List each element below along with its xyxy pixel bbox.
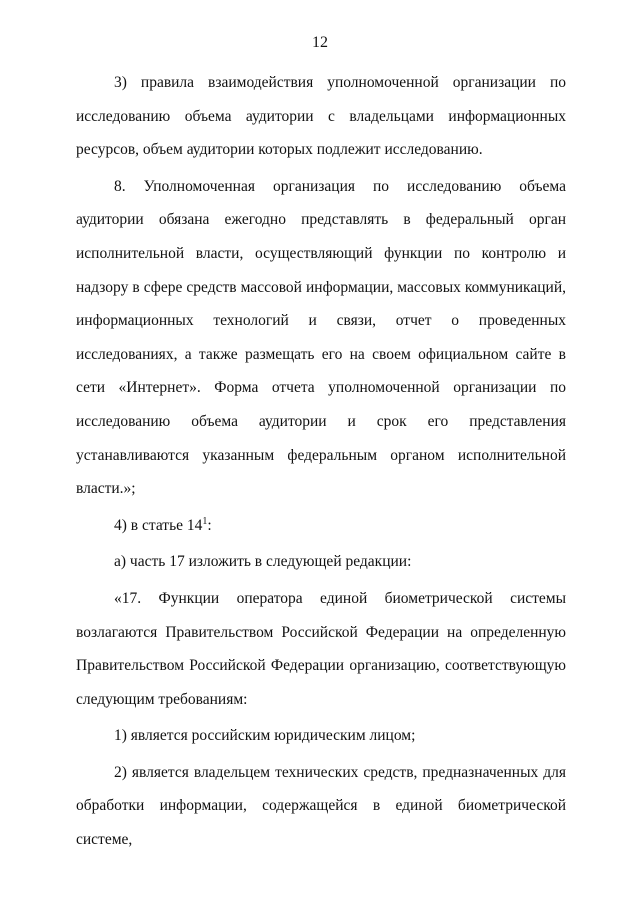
- article-line-suffix: :: [207, 516, 212, 534]
- paragraph-item-3-rules: 3) правила взаимодействия уполномоченной организации по исследованию объема аудитории с владельцами информационных ресурсов, объем аудитории которых подлежит исследованию.: [76, 74, 566, 159]
- article-line-superscript: 1: [202, 515, 208, 527]
- paragraph-article-14-1: [76, 509, 566, 543]
- paragraph-requirement-2: 2) является владельцем технических средств, предназначенных для обработки информации, содержащейся в единой биометрической системе,: [76, 763, 566, 849]
- paragraph-section-8: 8. Уполномоченная организация по исследованию объема аудитории обязана ежегодно представлять в федеральный орган исполнительной власти, осуществляющий функции по контролю и надзору в сфере средств массовой информации, массовых коммуникаций, информационных технологий и связи, отчет о проведенных исследованиях, а также размещать его на своем официальном сайте в сети «Интернет». Форма отчета уполномоченной организации по исследованию объема аудитории и срок его представления устанавливаются указанным федеральным органом исполнительной власти.»;: [76, 177, 566, 498]
- document-body: [76, 66, 566, 857]
- paragraph-part-17-text: «17. Функции оператора единой биометрической системы возлагаются Правительством Российской Федерации на определенную Правительством Российской Федерации организацию, соответствующую следующим требованиям:: [76, 589, 566, 708]
- page-number: 12: [312, 34, 328, 51]
- paragraph-part-17-intro: а) часть 17 изложить в следующей редакции:: [114, 553, 412, 571]
- paragraph-requirement-1: 1) является российским юридическим лицом;: [114, 727, 416, 745]
- article-line-prefix: 4) в статье 14: [114, 516, 203, 534]
